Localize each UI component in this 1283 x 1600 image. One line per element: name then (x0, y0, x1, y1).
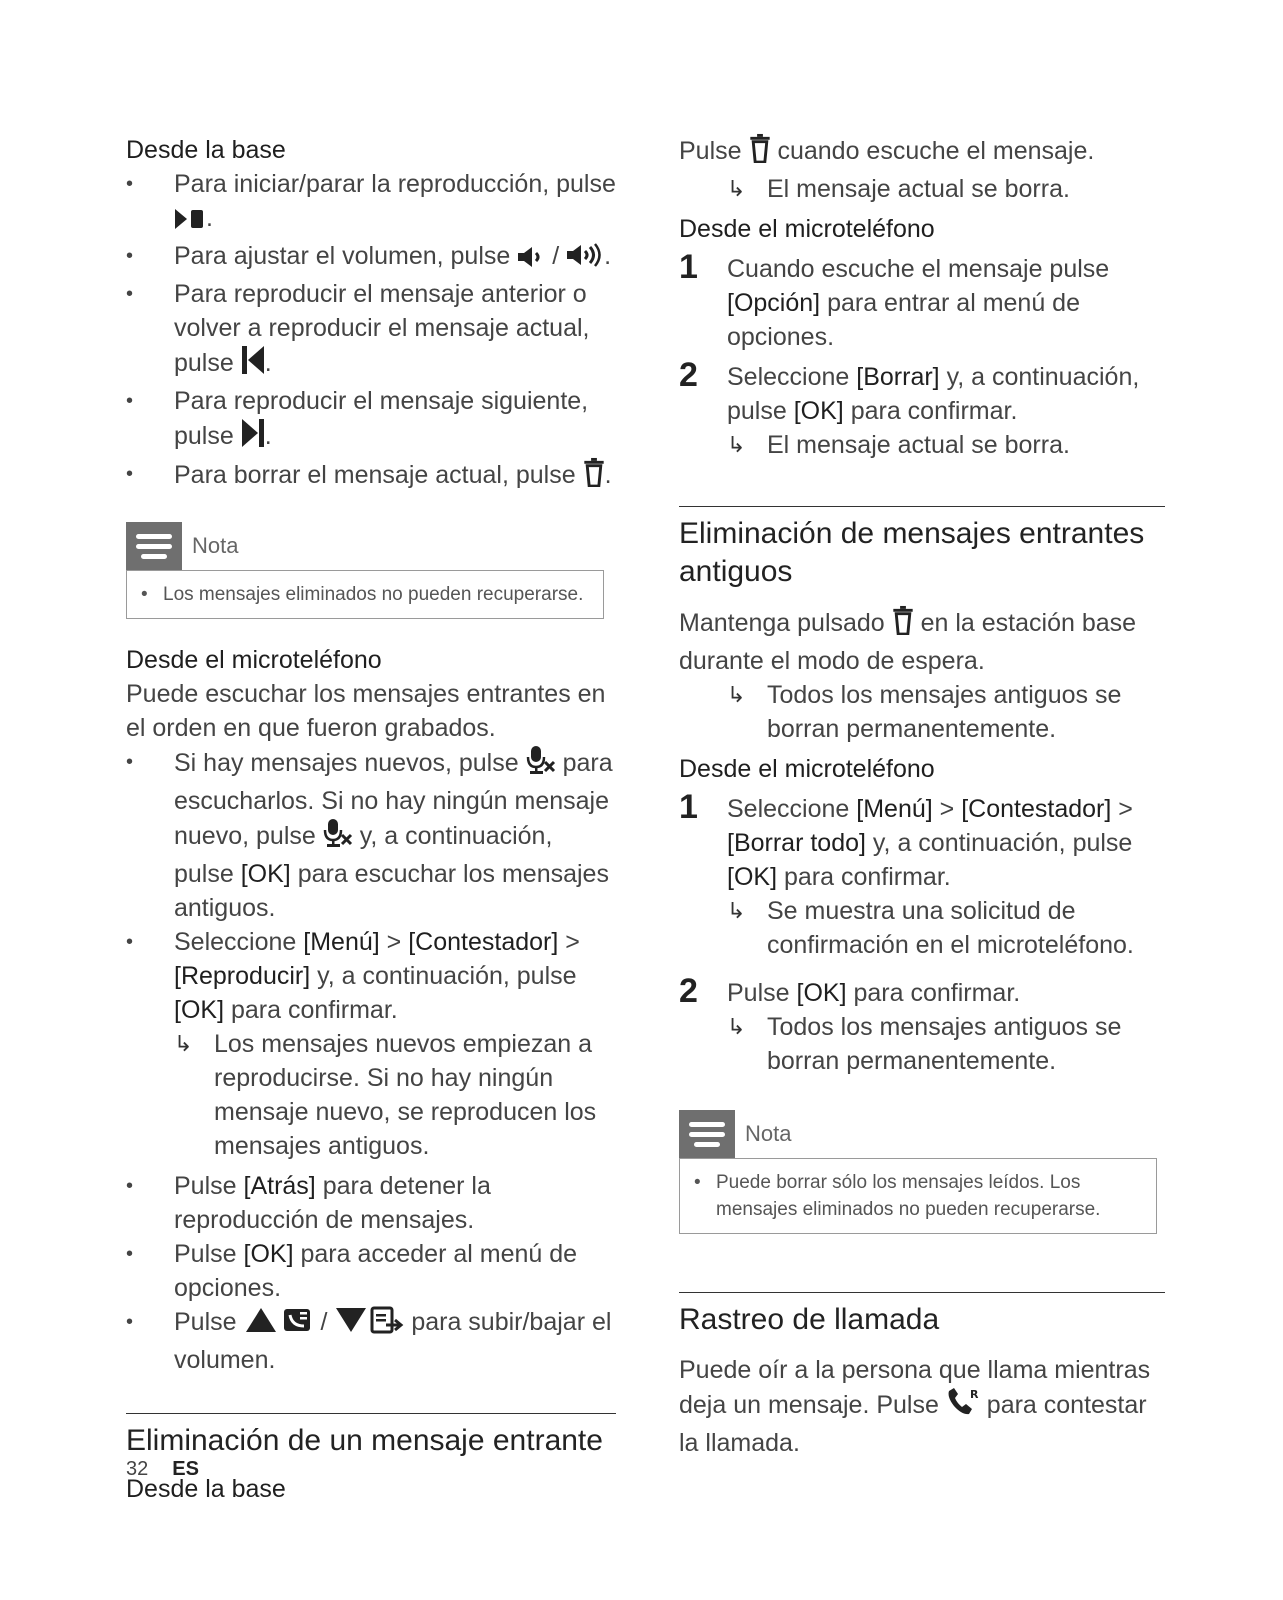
result-arrow-icon: ↳ (727, 432, 746, 457)
note-box (679, 1110, 1157, 1234)
subheading-desde-la-base: Desde la base (126, 1475, 286, 1503)
step-number: 2 (679, 356, 698, 394)
paragraph: Mantenga pulsado en la estación base durante el modo de espera. (679, 605, 1165, 678)
step-2: 2 Pulse [OK] para confirmar. ↳ Todos los mensajes antiguos se borran permanentemente. (679, 976, 1165, 1078)
list-item: • Pulse [Atrás] para detener la reproducción de mensajes. (126, 1169, 616, 1237)
recall-phone-icon (946, 1387, 980, 1426)
play-pause-icon (174, 205, 206, 239)
subheading-desde-la-base: Desde la base (126, 136, 286, 164)
result-arrow-icon: ↳ (727, 898, 746, 923)
list-item: • Pulse [OK] para acceder al menú de opciones. (126, 1237, 616, 1305)
paragraph: Puede oír a la persona que llama mientras deja un mensaje. Pulse R para contestar la llamada. (679, 1356, 1151, 1457)
result-line: ↳ El mensaje actual se borra. (727, 428, 1165, 462)
subheading-desde-el-microtelefono: Desde el microteléfono (679, 215, 935, 243)
section-heading: Rastreo de llamada (679, 1292, 1165, 1339)
note-item: • Puede borrar sólo los mensajes leídos. Los mensajes eliminados no pueden recuperarse. (694, 1169, 1144, 1223)
handset-playback-list (126, 745, 616, 1377)
section-heading: Eliminación de un mensaje entrante (126, 1413, 616, 1460)
down-arrow-redial-icon (334, 1306, 404, 1343)
result-arrow-icon: ↳ (727, 682, 746, 707)
trash-icon (583, 457, 605, 496)
step-2: 2 Seleccione [Borrar] y, a continuación, pulse [OK] para confirmar. ↳ El mensaje actual se borra. (679, 360, 1165, 462)
section-heading: Eliminación de mensajes entrantes antiguos (679, 506, 1165, 591)
list-item: • Para ajustar el volumen, pulse / . (126, 239, 616, 277)
result-arrow-icon: ↳ (174, 1031, 193, 1056)
result-line: ↳ Los mensajes nuevos empiezan a reproducirse. Si no hay ningún mensaje nuevo, se reproducen los mensajes antiguos. (174, 1027, 616, 1163)
subheading-desde-el-microtelefono: Desde el microteléfono (126, 646, 382, 674)
page-footer (126, 1458, 199, 1481)
up-arrow-phonebook-icon (244, 1306, 314, 1343)
language-code: ES (172, 1458, 199, 1480)
list-item: • Para reproducir el mensaje anterior o volver a reproducir el mensaje actual, pulse . (126, 277, 616, 384)
step-number: 1 (679, 248, 698, 286)
result-line: ↳ Todos los mensajes antiguos se borran permanentemente. (727, 678, 1165, 746)
note-icon (679, 1110, 735, 1158)
result-line: ↳ Se muestra una solicitud de confirmación en el microteléfono. (727, 894, 1165, 962)
step-number: 1 (679, 788, 698, 826)
list-item: • Para reproducir el mensaje siguiente, pulse . (126, 384, 616, 457)
note-box (126, 522, 604, 619)
subheading-desde-el-microtelefono: Desde el microteléfono (679, 755, 935, 783)
paragraph: Pulse cuando escuche el mensaje. (679, 133, 1165, 172)
step-1: 1 Cuando escuche el mensaje pulse [Opción] para entrar al menú de opciones. (679, 248, 1110, 351)
page-number: 32 (126, 1458, 149, 1480)
list-item: • Para borrar el mensaje actual, pulse . (126, 457, 616, 496)
list-item: • Para iniciar/parar la reproducción, pulse . (126, 167, 616, 239)
note-icon (126, 522, 182, 570)
list-item: • Si hay mensajes nuevos, pulse para escucharlos. Si no hay ningún mensaje nuevo, pulse y, a continuación, pulse [OK] para escuchar los mensajes antiguos. (126, 745, 616, 925)
note-title: Nota (745, 1121, 792, 1146)
skip-back-icon (241, 345, 265, 384)
result-line: ↳ El mensaje actual se borra. (727, 172, 1165, 206)
step-number: 2 (679, 972, 698, 1010)
result-arrow-icon: ↳ (727, 176, 746, 201)
step-1: 1 Seleccione [Menú] > [Contestador] > [Borrar todo] y, a continuación, pulse [OK] para confirmar. ↳ Se muestra una solicitud de confirmación en el microteléfono. (679, 792, 1165, 962)
trash-icon (892, 605, 914, 644)
base-playback-list (126, 167, 616, 496)
skip-forward-icon (241, 418, 265, 457)
result-arrow-icon: ↳ (727, 1014, 746, 1039)
list-item: • Pulse / para subir/bajar el volumen. (126, 1305, 616, 1377)
paragraph: Puede escuchar los mensajes entrantes en el orden en que fueron grabados. (126, 680, 606, 742)
right-column (679, 133, 1165, 1460)
trash-icon (749, 133, 771, 172)
volume-up-icon (566, 242, 604, 277)
list-item: • Seleccione [Menú] > [Contestador] > [Reproducir] y, a continuación, pulse [OK] para confirmar. ↳ Los mensajes nuevos empiezan a reproducirse. Si no hay ningún mensaje nuevo, se reproducen los mensajes antiguos. (126, 925, 616, 1163)
left-column (126, 133, 616, 1506)
mic-mute-icon (526, 745, 556, 784)
svg-text:R: R (969, 1388, 979, 1401)
note-title: Nota (192, 533, 239, 558)
result-line: ↳ Todos los mensajes antiguos se borran permanentemente. (727, 1010, 1165, 1078)
note-item: • Los mensajes eliminados no pueden recuperarse. (141, 581, 591, 608)
mic-mute-icon (323, 818, 353, 857)
volume-down-icon (517, 243, 545, 277)
